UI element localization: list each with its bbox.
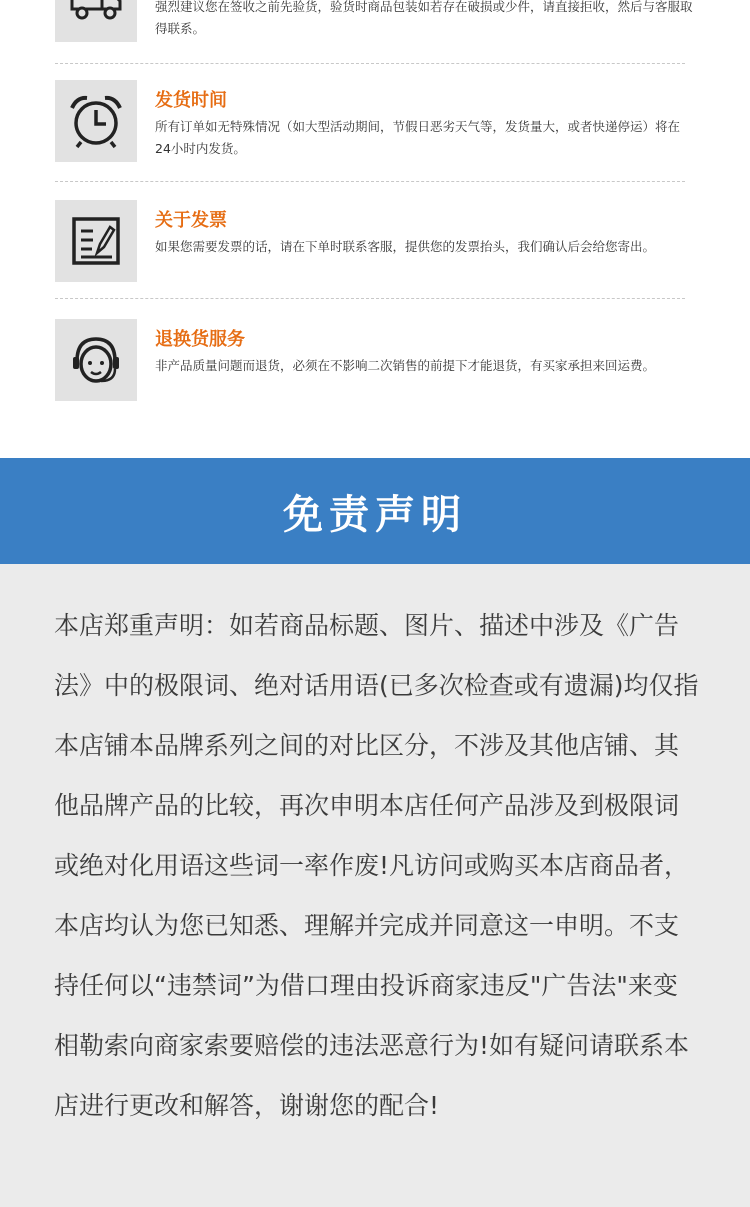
- divider: [55, 63, 685, 64]
- disclaimer-header: [0, 458, 750, 564]
- disclaimer-heading: 免责声明: [283, 491, 467, 538]
- invoice-icon: [55, 200, 137, 282]
- service-title: 关于发票: [155, 210, 227, 231]
- service-desc: 如果您需要发票的话，请在下单时联系客服，提供您的发票抬头，我们确认后会给您寄出。: [155, 239, 656, 254]
- disclaimer-body: 本店郑重声明：如若商品标题、图片、描述中涉及《广告法》中的极限词、绝对话用语(已多次检查或有遗漏)均仅指本店铺本品牌系列之间的对比区分，不涉及其他店铺、其他品牌产品的比较，再次申明本店任何产品涉及到极限词或绝对化用语这些词一率作废!凡访问或购买本店商品者，本店均认为您已知悉、理解并完成并同意这一申明。不支持任何以“违禁词”为借口理由投诉商家违反"广告法"来变相勒索向商家索要赔偿的违法恶意行为!如有疑问请联系本店进行更改和解答，谢谢您的配合!: [54, 611, 699, 1120]
- divider: [55, 181, 685, 182]
- alarm-clock-icon: [55, 80, 137, 162]
- service-desc: 强烈建议您在签收之前先验货，验货时商品包装如若存在破损或少件，请直接拒收，然后与客服取得联系。: [155, 0, 693, 36]
- divider: [55, 298, 685, 299]
- delivery-truck-icon: [55, 0, 137, 42]
- customer-service-icon: [55, 319, 137, 401]
- service-title: 退换货服务: [155, 329, 245, 350]
- service-desc: 所有订单如无特殊情况（如大型活动期间，节假日恶劣天气等，发货量大，或者快递停运）将在24小时内发货。: [155, 119, 681, 156]
- disclaimer-section: [0, 564, 750, 1207]
- service-info-section: [0, 0, 750, 458]
- service-title: 发货时间: [155, 90, 227, 111]
- service-desc: 非产品质量问题而退货，必须在不影响二次销售的前提下才能退货，有买家承担来回运费。: [155, 358, 656, 373]
